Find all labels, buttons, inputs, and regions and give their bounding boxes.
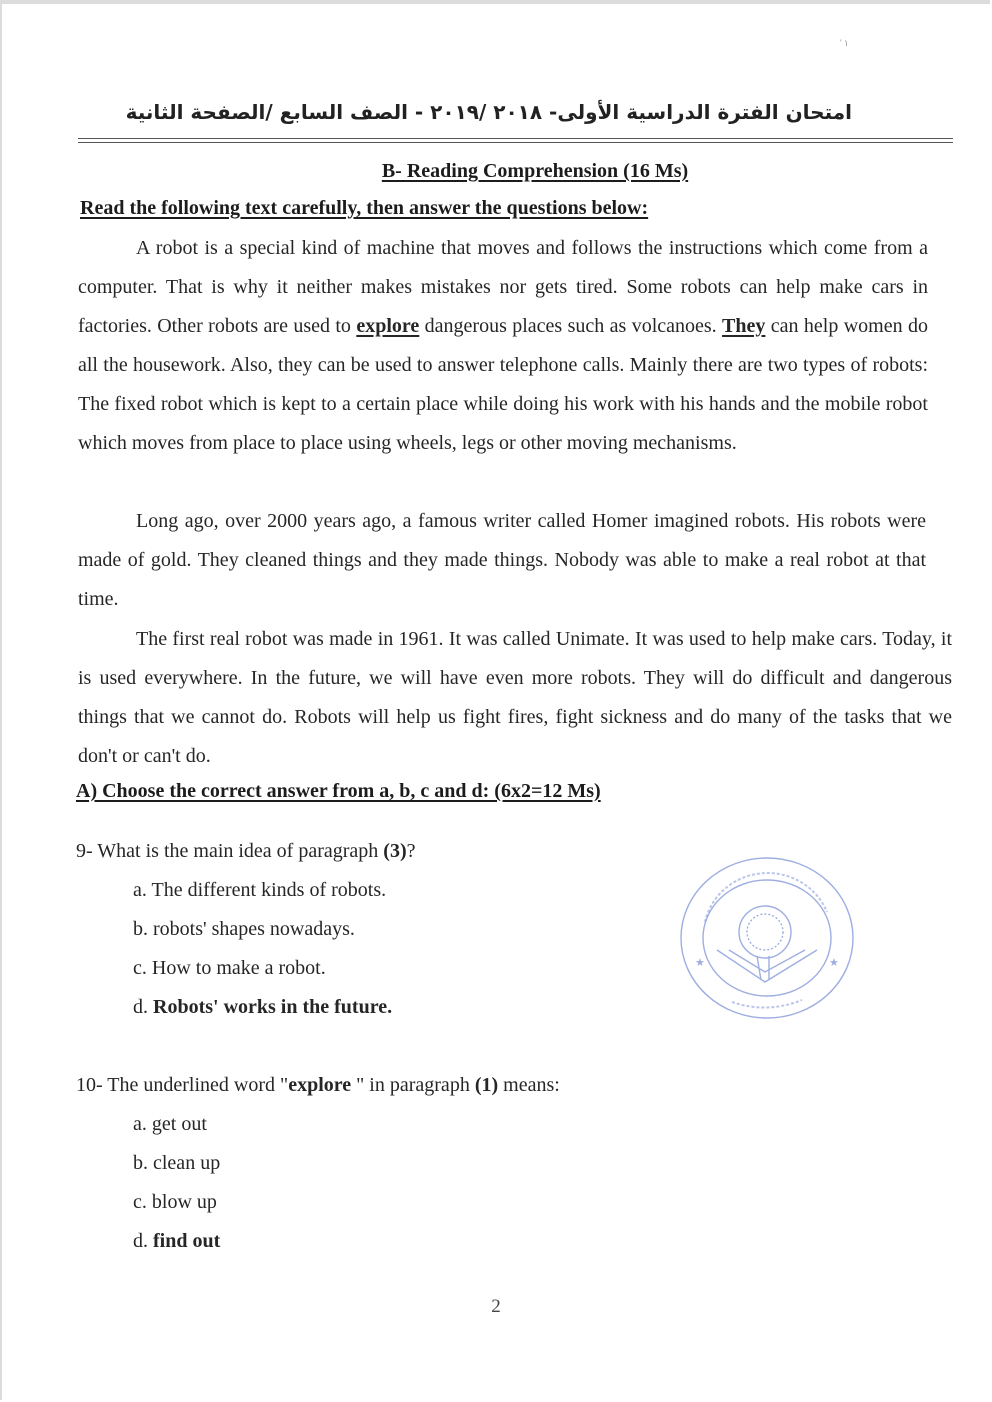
- section-title: [0, 160, 992, 183]
- question-stem: [76, 1066, 560, 1105]
- option-letter: a.: [133, 1113, 147, 1135]
- passage-paragraph-1: [78, 229, 928, 463]
- stem-bold-2: (1): [474, 1074, 499, 1096]
- p3-text: The first real robot was made in 1961. It was called Unimate. It was used to help make cars. Today, it is used everywhere. In the future, we will have even more robots. They will do difficult and dangerous things that we cannot do. Robots will help us fight fires, fight sickness and do many of the tasks that we don't or can't do.: [78, 628, 952, 767]
- option-text: The different kinds of robots.: [151, 879, 387, 901]
- stem-bold: explore: [288, 1074, 357, 1096]
- p1-text-b: dangerous places such as volcanoes.: [419, 315, 723, 337]
- option-letter: d.: [133, 996, 148, 1018]
- option-text: How to make a robot.: [151, 957, 326, 979]
- passage-paragraph-2: [78, 502, 926, 619]
- option-d[interactable]: [133, 988, 416, 1027]
- question-stem: [76, 832, 416, 871]
- stem-text: 9- What is the main idea of paragraph: [76, 840, 384, 862]
- part-a-title: A) Choose the correct answer from a, b, c and d: (6x2=12 Ms): [76, 780, 601, 802]
- option-text: get out: [151, 1113, 207, 1135]
- underlined-word-they: They: [722, 315, 766, 337]
- option-letter: d.: [133, 1230, 148, 1252]
- option-b[interactable]: [133, 1144, 560, 1183]
- stem-bold: (3): [383, 840, 407, 862]
- option-a[interactable]: [133, 871, 416, 910]
- reading-instruction: Read the following text carefully, then answer the questions below:: [80, 197, 649, 219]
- section-title-text: B- Reading Comprehension (16 Ms): [381, 160, 689, 182]
- page-number: 2: [491, 1296, 501, 1317]
- header-double-rule: [78, 138, 953, 143]
- option-text: find out: [153, 1230, 221, 1252]
- stem-text: 10- The underlined word ": [76, 1074, 289, 1096]
- option-text: Robots' works in the future.: [153, 996, 393, 1018]
- official-stamp-icon: [677, 852, 857, 1022]
- stem-suffix: ?: [406, 840, 416, 862]
- scan-marks: ' ١: [840, 38, 849, 48]
- option-c[interactable]: [133, 1183, 560, 1222]
- question-9: [76, 832, 416, 1027]
- option-letter: a.: [133, 879, 147, 901]
- option-letter: b.: [133, 918, 148, 940]
- option-text: robots' shapes nowadays.: [153, 918, 355, 940]
- underlined-word-explore: explore: [356, 315, 420, 337]
- option-a[interactable]: [133, 1105, 560, 1144]
- option-text: blow up: [151, 1191, 217, 1213]
- question-10: [76, 1066, 560, 1261]
- passage-paragraph-3: [78, 620, 952, 776]
- svg-text:★: ★: [695, 956, 705, 969]
- option-text: clean up: [153, 1152, 221, 1174]
- option-letter: c.: [133, 1191, 147, 1213]
- stem-suffix: means:: [498, 1074, 560, 1096]
- stem-middle: " in paragraph: [356, 1074, 475, 1096]
- option-d[interactable]: [133, 1222, 560, 1261]
- option-b[interactable]: [133, 910, 416, 949]
- option-letter: c.: [133, 957, 147, 979]
- option-c[interactable]: [133, 949, 416, 988]
- p1-text-c: can help women do all the housework. Also, they can be used to answer telephone calls. Mainly there are two types of robots: The fixed robot which is kept to a certain place while doing his work with his hands and the mobile robot which moves from place to place using wheels, legs or other moving mechanisms.: [78, 315, 928, 454]
- exam-header-arabic: امتحان الفترة الدراسية الأولى- ٢٠١٨ /٢٠١٩ - الصف السابع /الصفحة الثانية: [125, 100, 852, 124]
- option-letter: b.: [133, 1152, 148, 1174]
- p2-text: Long ago, over 2000 years ago, a famous writer called Homer imagined robots. His robots were made of gold. They cleaned things and they made things. Nobody was able to make a real robot at that time.: [78, 510, 926, 610]
- p1-text-a: A robot is a special kind of machine that moves and follows the instructions which come from a computer. That is why it neither makes mistakes nor gets tired. Some robots can help make cars in factories. Other robots are used to: [78, 237, 928, 337]
- svg-text:★: ★: [829, 956, 839, 969]
